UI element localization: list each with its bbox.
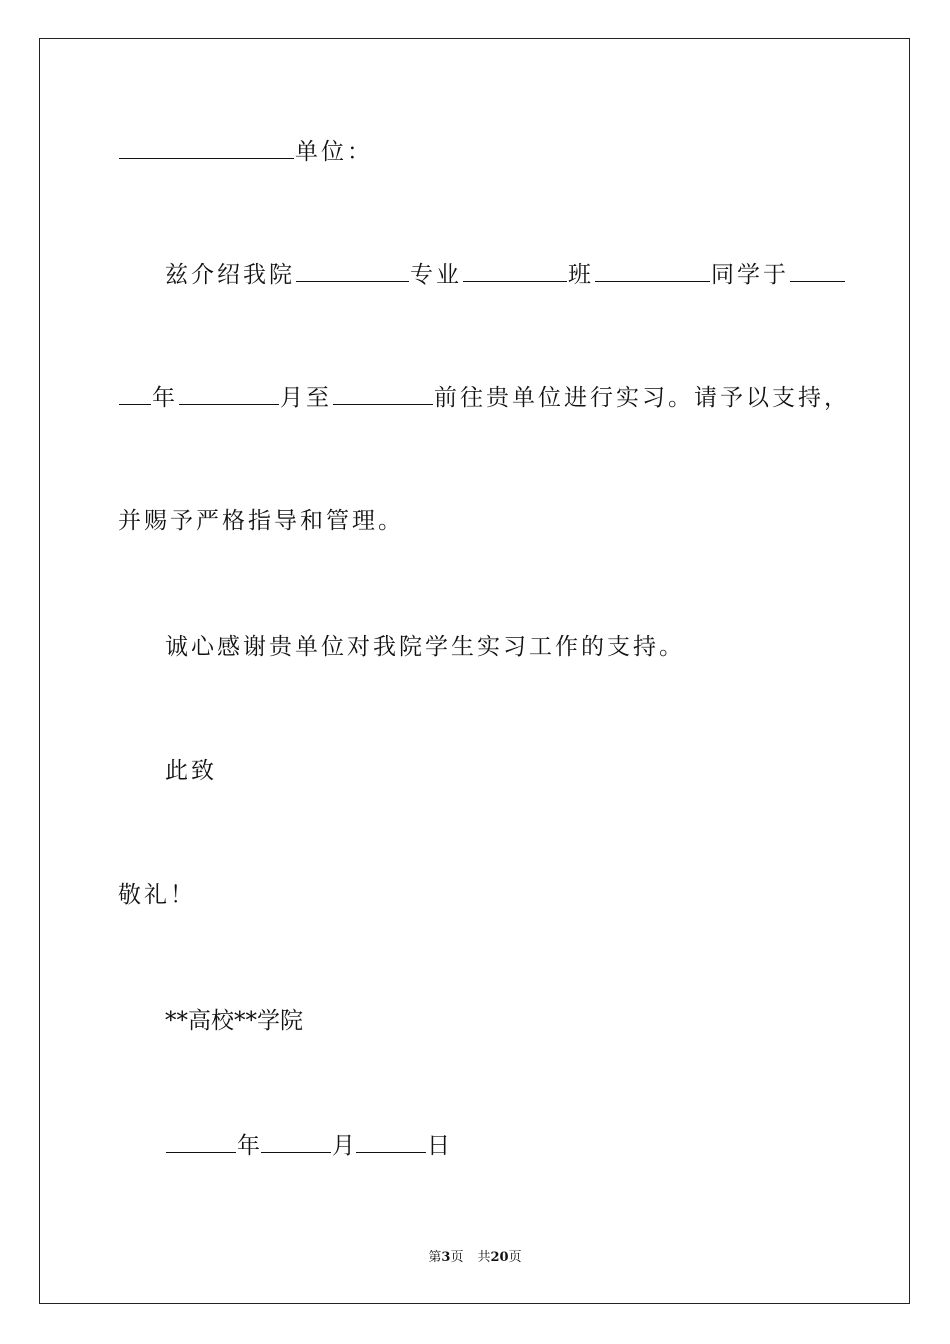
closing-line-1: 此致	[165, 758, 217, 784]
sign-date-line	[165, 1130, 450, 1161]
total-suffix: 页	[508, 1250, 522, 1265]
signature-line: **高校**学院	[165, 1008, 303, 1034]
year-blank-start[interactable]	[790, 259, 845, 282]
year-blank-end[interactable]	[119, 382, 151, 405]
class-blank[interactable]	[463, 259, 567, 282]
thanks-line: 诚心感谢贵单位对我院学生实习工作的支持。	[165, 634, 685, 660]
intro-continuation: 前往贵单位进行实习。请予以支持，	[434, 385, 850, 411]
addressee-blank[interactable]	[119, 136, 294, 159]
page-current: 3	[441, 1250, 451, 1265]
sign-year-label: 年	[237, 1133, 260, 1159]
addressee-suffix: 单位：	[295, 139, 373, 165]
intro-line-2	[118, 382, 850, 413]
sign-month-blank[interactable]	[261, 1130, 331, 1153]
closing-line-2: 敬礼！	[118, 882, 196, 908]
page-total: 20	[490, 1250, 509, 1265]
student-blank[interactable]	[595, 259, 710, 282]
total-prefix: 共	[477, 1250, 491, 1265]
sign-day-blank[interactable]	[356, 1130, 426, 1153]
page-footer	[0, 1246, 950, 1265]
intro-text: 兹介绍我院	[165, 262, 295, 288]
end-date-blank[interactable]	[333, 382, 433, 405]
sign-month-label: 月	[332, 1133, 355, 1159]
year-label: 年	[152, 385, 178, 411]
addressee-line	[118, 136, 373, 167]
page-border	[39, 38, 910, 1304]
intro-line-1	[165, 259, 846, 290]
page-suffix: 页	[450, 1250, 464, 1265]
month-blank[interactable]	[179, 382, 279, 405]
month-to-label: 月至	[280, 385, 332, 411]
major-blank[interactable]	[296, 259, 409, 282]
major-label: 专业	[410, 262, 462, 288]
sign-day-label: 日	[427, 1133, 450, 1159]
intro-line-3: 并赐予严格指导和管理。	[118, 508, 404, 534]
page-prefix: 第	[428, 1250, 442, 1265]
sign-year-blank[interactable]	[166, 1130, 236, 1153]
class-label: 班	[568, 262, 594, 288]
student-label: 同学于	[711, 262, 789, 288]
